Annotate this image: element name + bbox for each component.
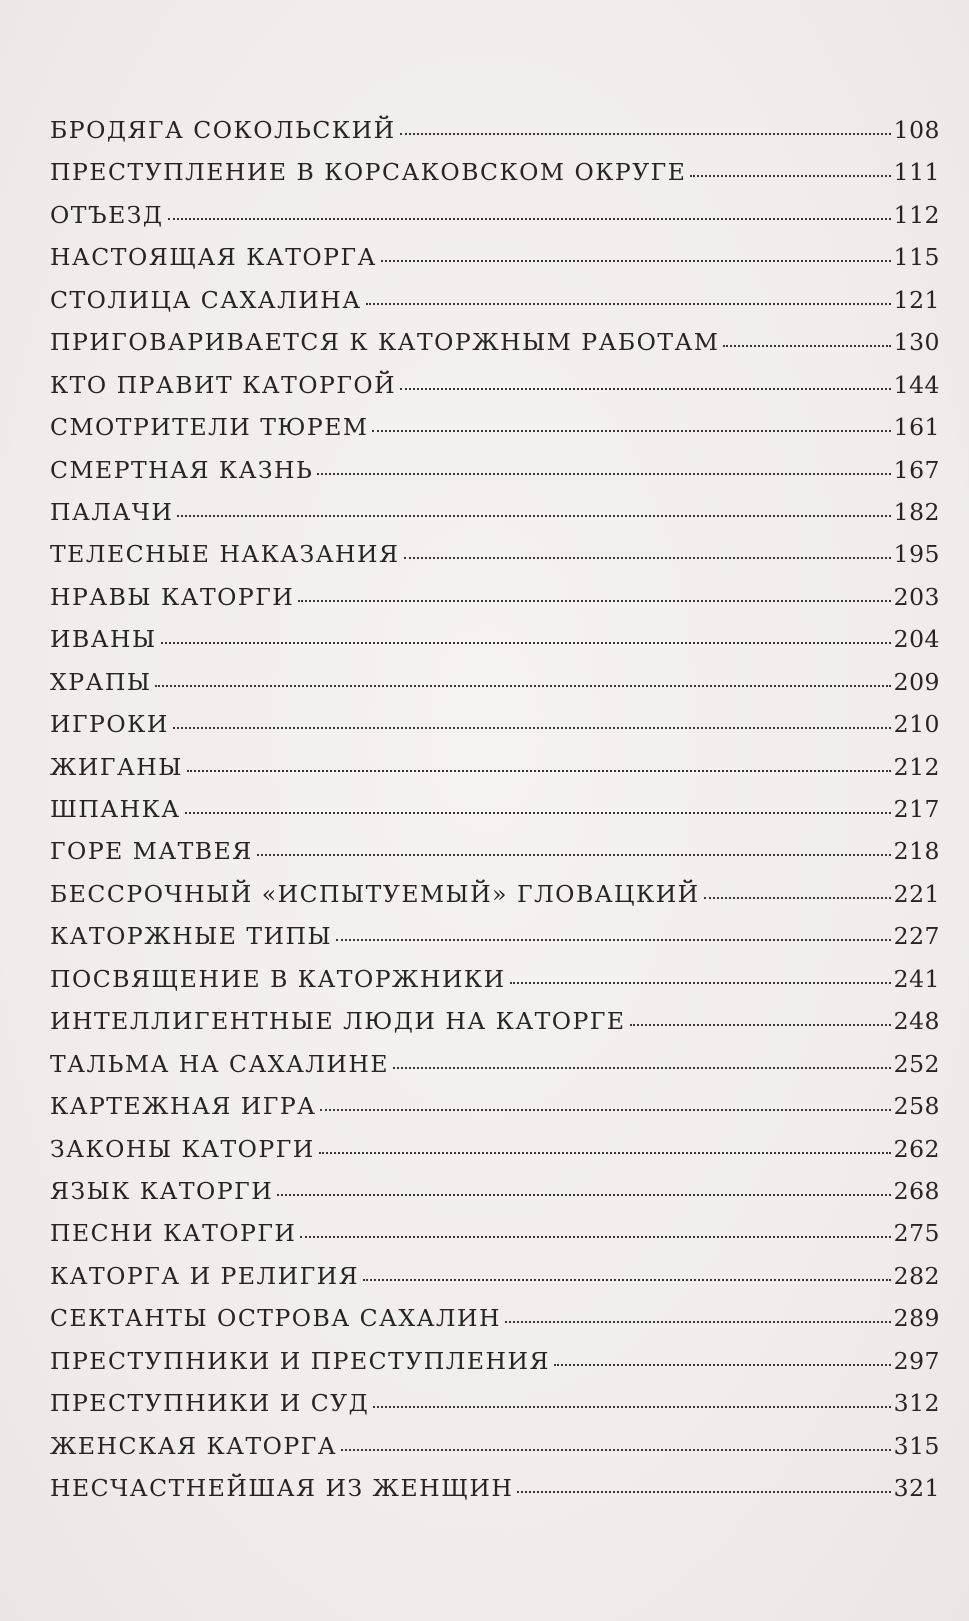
dot-leader (341, 1449, 891, 1451)
toc-entry-page-number: 182 (893, 497, 940, 526)
toc-entry-title: ИВАНЫ (50, 625, 157, 654)
toc-entry-page-number: 315 (893, 1431, 940, 1460)
dot-leader (554, 1364, 891, 1366)
dot-leader (187, 770, 891, 772)
toc-entry (50, 364, 940, 406)
toc-entry-page-number: 108 (893, 116, 940, 144)
toc-entry-page-number: 130 (893, 328, 940, 357)
toc-entry (50, 449, 940, 491)
toc-entry (50, 1340, 940, 1382)
toc-entry-title: КТО ПРАВИТ КАТОРГОЙ (50, 370, 397, 399)
toc-entry (50, 279, 940, 321)
toc-entry-title: БРОДЯГА СОКОЛЬСКИЙ (50, 116, 396, 144)
toc-entry (50, 576, 940, 618)
toc-entry (50, 958, 940, 1000)
toc-entry (50, 194, 940, 236)
dot-leader (185, 812, 891, 814)
toc-entry-page-number: 121 (893, 285, 940, 314)
toc-entry-title: СЕКТАНТЫ ОСТРОВА САХАЛИН (50, 1304, 501, 1333)
dot-leader (704, 897, 891, 899)
toc-entry (50, 915, 940, 957)
toc-entry (50, 1382, 940, 1424)
toc-entry-page-number: 111 (893, 158, 940, 187)
dot-leader (373, 1406, 890, 1408)
toc-entry-title: ТАЛЬМА НА САХАЛИНЕ (50, 1049, 390, 1078)
toc-entry-page-number: 203 (893, 582, 940, 611)
toc-entry (50, 1128, 940, 1170)
toc-entry (50, 151, 940, 193)
dot-leader (366, 303, 891, 305)
toc-entry-page-number: 312 (893, 1389, 940, 1418)
toc-entry (50, 830, 940, 872)
toc-entry-page-number: 115 (893, 243, 940, 272)
toc-entry-page-number: 195 (893, 540, 940, 569)
toc-entry (50, 1000, 940, 1042)
toc-entry-title: СМОТРИТЕЛИ ТЮРЕМ (50, 413, 369, 442)
toc-entry-title: ИГРОКИ (50, 710, 169, 739)
toc-entry-title: БЕССРОЧНЫЙ «ИСПЫТУЕМЫЙ» ГЛОВАЦКИЙ (50, 879, 700, 908)
toc-entry-page-number: 252 (893, 1049, 940, 1078)
dot-leader (517, 1491, 890, 1493)
dot-leader (173, 727, 891, 729)
toc-entry (50, 661, 940, 703)
toc-entry (50, 1255, 940, 1297)
toc-entry-title: ШПАНКА (50, 795, 181, 823)
toc-entry-page-number: 212 (893, 752, 940, 781)
dot-leader (404, 557, 891, 559)
toc-entry (50, 321, 940, 363)
toc-entry (50, 1043, 940, 1085)
toc-entry-title: ТЕЛЕСНЫЕ НАКАЗАНИЯ (50, 540, 400, 569)
toc-entry-page-number: 268 (893, 1176, 940, 1205)
toc-entry-title: КАРТЕЖНАЯ ИГРА (50, 1092, 317, 1121)
toc-entry-title: ИНТЕЛЛИГЕНТНЫЕ ЛЮДИ НА КАТОРГЕ (50, 1007, 626, 1036)
toc-entry-title: ПАЛАЧИ (50, 497, 174, 526)
toc-entry (50, 1297, 940, 1339)
dot-leader (317, 473, 890, 475)
dot-leader (168, 218, 891, 220)
toc-entry-title: ЗАКОНЫ КАТОРГИ (50, 1134, 315, 1163)
dot-leader (257, 854, 891, 856)
toc-entry-page-number: 241 (893, 964, 940, 993)
toc-entry-page-number: 204 (893, 625, 940, 654)
toc-entry-page-number: 282 (893, 1261, 940, 1290)
toc-entry-title: НРАВЫ КАТОРГИ (50, 582, 295, 611)
toc-entry-page-number: 227 (893, 922, 940, 951)
dot-leader (505, 1321, 891, 1323)
dot-leader (400, 388, 890, 390)
dot-leader (300, 1236, 890, 1238)
toc-entry-title: ГОРЕ МАТВЕЯ (50, 837, 253, 866)
dot-leader (320, 1109, 890, 1111)
toc-entry-page-number: 209 (893, 667, 940, 696)
toc-entry-page-number: 112 (893, 200, 940, 229)
toc-entry (50, 236, 940, 278)
toc-entry (50, 1085, 940, 1127)
toc-entry-page-number: 144 (893, 370, 940, 399)
toc-entry-page-number: 297 (893, 1346, 940, 1375)
toc-entry-title: ЖЕНСКАЯ КАТОРГА (50, 1431, 338, 1460)
dot-leader (381, 260, 891, 262)
table-of-contents (50, 109, 940, 1509)
toc-entry-title: НЕСЧАСТНЕЙШАЯ ИЗ ЖЕНЩИН (50, 1474, 514, 1502)
toc-entry (50, 788, 940, 830)
toc-entry-page-number: 289 (893, 1304, 940, 1333)
toc-entry-title: КАТОРЖНЫЕ ТИПЫ (50, 922, 333, 951)
toc-entry-title: ЯЗЫК КАТОРГИ (50, 1176, 274, 1205)
toc-entry-title: СТОЛИЦА САХАЛИНА (50, 285, 362, 314)
toc-entry-page-number: 218 (893, 837, 940, 866)
toc-entry-page-number: 275 (893, 1219, 940, 1248)
toc-entry (50, 703, 940, 745)
toc-entry (50, 406, 940, 448)
dot-leader (690, 175, 890, 177)
dot-leader (372, 430, 890, 432)
toc-entry-title: ЖИГАНЫ (50, 752, 183, 781)
toc-entry (50, 533, 940, 575)
toc-entry (50, 746, 940, 788)
toc-entry-page-number: 321 (893, 1474, 940, 1502)
dot-leader (510, 982, 891, 984)
dot-leader (393, 1067, 891, 1069)
toc-entry-title: ПРЕСТУПНИКИ И ПРЕСТУПЛЕНИЯ (50, 1346, 551, 1375)
toc-entry-title: НАСТОЯЩАЯ КАТОРГА (50, 243, 377, 272)
dot-leader (400, 133, 891, 135)
toc-entry (50, 491, 940, 533)
dot-leader (723, 345, 890, 347)
toc-entry-page-number: 161 (893, 413, 940, 442)
toc-entry-page-number: 210 (893, 710, 940, 739)
toc-entry-page-number: 221 (893, 879, 940, 908)
toc-entry (50, 1425, 940, 1467)
toc-entry-title: ПОСВЯЩЕНИЕ В КАТОРЖНИКИ (50, 964, 506, 993)
dot-leader (161, 642, 891, 644)
dot-leader (319, 1152, 891, 1154)
dot-leader (298, 600, 890, 602)
toc-entry-title: ПРЕСТУПНИКИ И СУД (50, 1389, 370, 1418)
toc-entry (50, 1467, 940, 1509)
toc-entry-page-number: 167 (893, 455, 940, 484)
dot-leader (363, 1279, 891, 1281)
toc-entry-page-number: 262 (893, 1134, 940, 1163)
toc-entry-page-number: 217 (893, 795, 940, 823)
dot-leader (277, 1194, 890, 1196)
toc-entry-page-number: 258 (893, 1092, 940, 1121)
dot-leader (630, 1024, 891, 1026)
toc-entry-title: СМЕРТНАЯ КАЗНЬ (50, 455, 314, 484)
dot-leader (177, 515, 890, 517)
dot-leader (155, 685, 890, 687)
toc-entry-title: ОТЪЕЗД (50, 200, 164, 229)
toc-entry (50, 873, 940, 915)
toc-entry (50, 1170, 940, 1212)
toc-entry-title: КАТОРГА И РЕЛИГИЯ (50, 1261, 360, 1290)
toc-entry-title: ХРАПЫ (50, 667, 152, 696)
toc-entry (50, 1212, 940, 1254)
toc-entry-title: ПРЕСТУПЛЕНИЕ В КОРСАКОВСКОМ ОКРУГЕ (50, 158, 687, 187)
toc-entry-title: ПЕСНИ КАТОРГИ (50, 1219, 297, 1248)
toc-entry (50, 618, 940, 660)
toc-entry (50, 109, 940, 151)
toc-entry-title: ПРИГОВАРИВАЕТСЯ К КАТОРЖНЫМ РАБОТАМ (50, 328, 720, 357)
dot-leader (336, 939, 890, 941)
toc-entry-page-number: 248 (893, 1007, 940, 1036)
